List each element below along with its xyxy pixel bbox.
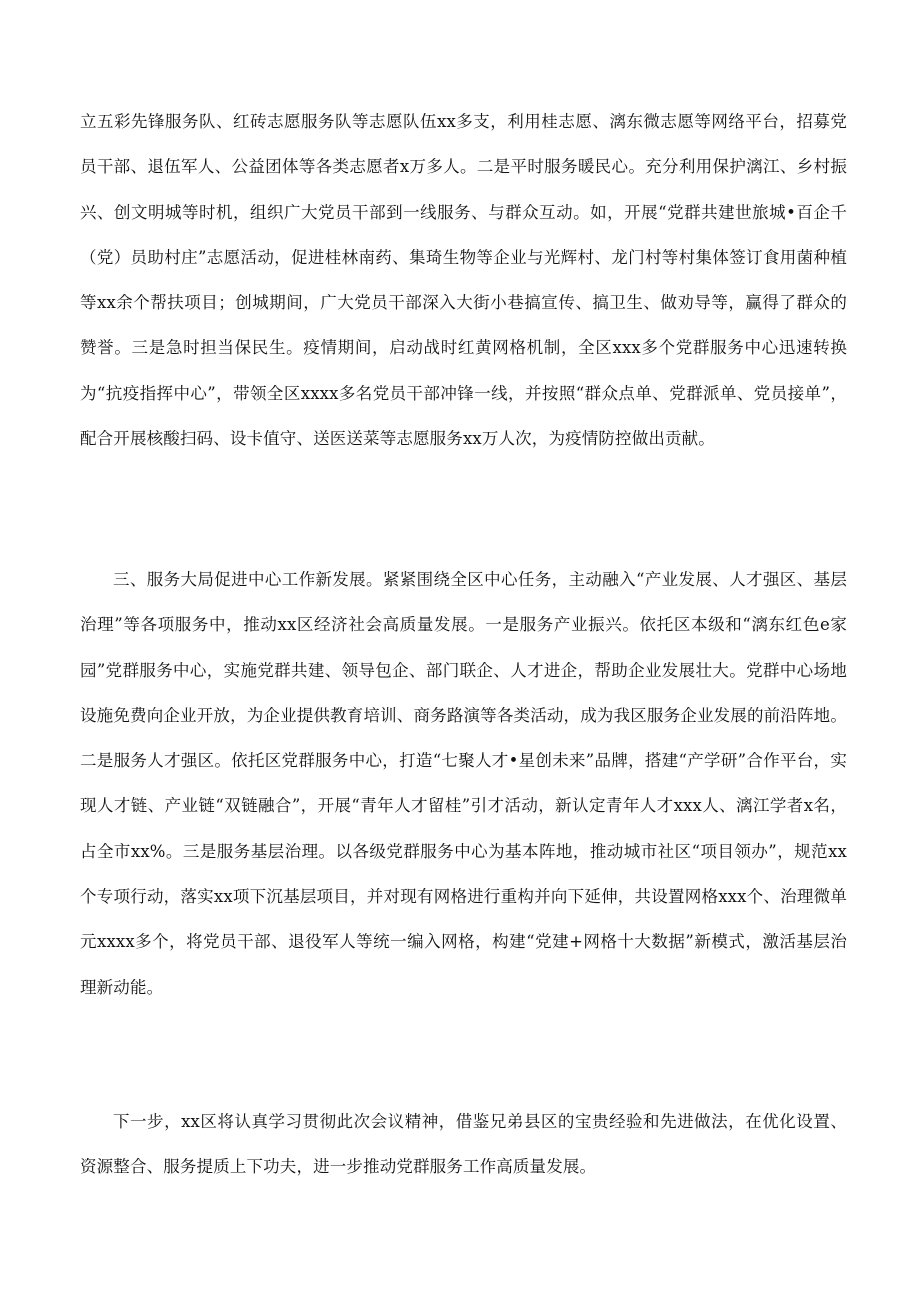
paragraph-volunteer-service: 立五彩先锋服务队、红砖志愿服务队等志愿队伍xx多支，利用桂志愿、漓东微志愿等网络平台，招募党员干部、退伍军人、公益团体等各类志愿者x万多人。二是平时服务暖民心。充分利用保护漓江、乡村振兴、创文明城等时机，组织广大党员干部到一线服务、与群众互动。如，开展“党群共建世旅城•百企千（党）员助村庄”志愿活动，促进桂林南药、集琦生物等企业与光辉村、龙门村等村集体签订食用菌种植等xx余个帮扶项目；创城期间，广大党员干部深入大街小巷搞宣传、搞卫生、做劝导等，赢得了群众的赞誉。三是急时担当保民生。疫情期间，启动战时红黄网格机制，全区xxx多个党群服务中心迅速转换为“抗疫指挥中心”，带领全区xxxx多名党员干部冲锋一线，并按照“群众点单、党群派单、党员接单”，配合开展核酸扫码、设卡值守、送医送菜等志愿服务xx万人次，为疫情防控做出贡献。	[80, 112, 847, 449]
paragraph-next-steps: 下一步，xx区将认真学习贯彻此次会议精神，借鉴兄弟县区的宝贵经验和先进做法，在优化设置、资源整合、服务提质上下功夫，进一步推动党群服务工作高质量发展。	[80, 1112, 847, 1177]
paragraph-serve-central-work: 三、服务大局促进中心工作新发展。紧紧围绕全区中心任务，主动融入“产业发展、人才强区、基层治理”等各项服务中，推动xx区经济社会高质量发展。一是服务产业振兴。依托区本级和“漓东红色e家园”党群服务中心，实施党群共建、领导包企、部门联企、人才进企，帮助企业发展壮大。党群中心场地设施免费向企业开放，为企业提供教育培训、商务路演等各类活动，成为我区服务企业发展的前沿阵地。二是服务人才强区。依托区党群服务中心，打造“七聚人才•星创未来”品牌，搭建“产学研”合作平台，实现人才链、产业链“双链融合”，开展“青年人才留桂”引才活动，新认定青年人才xxx人、漓江学者x名，占全市xx%。三是服务基层治理。以各级党群服务中心为基本阵地，推动城市社区“项目领办”，规范xx个专项行动，落实xx项下沉基层项目，并对现有网格进行重构并向下延伸，共设置网格xxx个、治理微单元xxxx多个，将党员干部、退役军人等统一编入网格，构建“党建+网格十大数据”新模式，激活基层治理新动能。	[80, 570, 847, 997]
